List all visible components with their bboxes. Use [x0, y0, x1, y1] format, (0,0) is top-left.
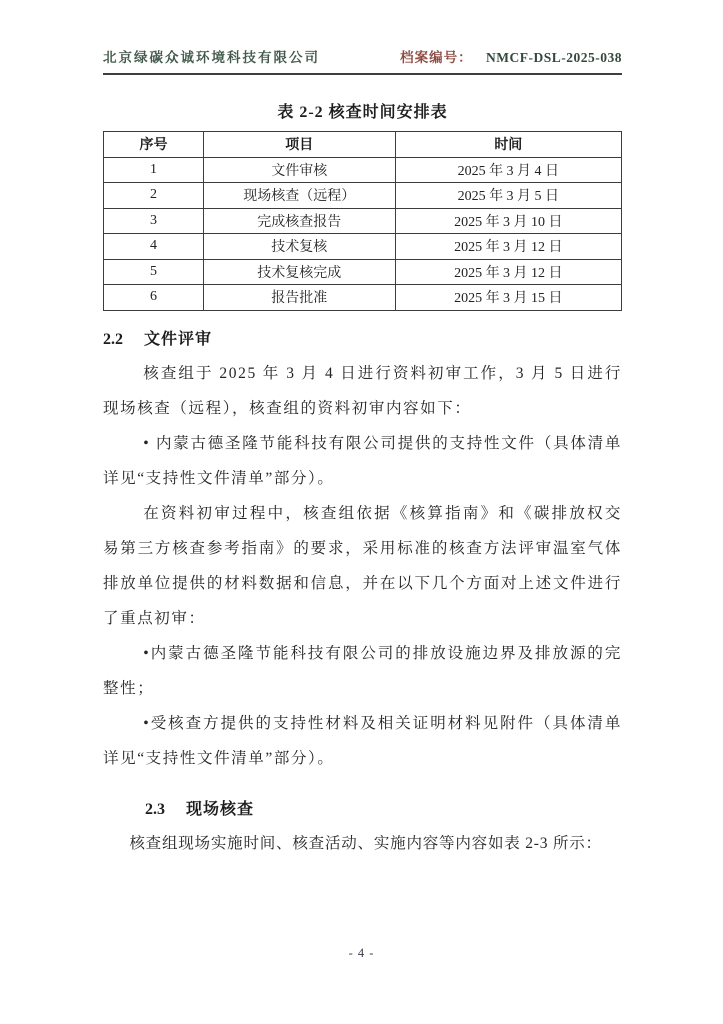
section-number: 2.3: [145, 800, 165, 818]
cell-no: 2: [104, 183, 204, 209]
cell-item: 现场核查（远程）: [203, 183, 395, 209]
section-title: 文件评审: [144, 330, 213, 348]
cell-time: 2025 年 3 月 4 日: [395, 157, 621, 183]
cell-no: 6: [104, 285, 204, 311]
cell-time: 2025 年 3 月 10 日: [395, 208, 621, 234]
table-row: [104, 259, 622, 285]
column-header-no: 序号: [104, 132, 204, 158]
schedule-table: [103, 131, 622, 311]
cell-no: 5: [104, 259, 204, 285]
paragraph-intro: 核查组于 2025 年 3 月 4 日进行资料初审工作，3 月 5 日进行现场核查（远程），核查组的资料初审内容如下：: [103, 364, 622, 417]
cell-time: 2025 年 3 月 12 日: [395, 259, 621, 285]
table-header-row: [104, 132, 622, 158]
cell-time: 2025 年 3 月 15 日: [395, 285, 621, 311]
cell-item: 完成核查报告: [203, 208, 395, 234]
section-title: 现场核查: [186, 800, 255, 818]
archive-number: NMCF-DSL-2025-038: [486, 50, 622, 65]
table-row: [104, 208, 622, 234]
cell-time: 2025 年 3 月 12 日: [395, 234, 621, 260]
page-header: [103, 46, 622, 75]
archive-label: 档案编号：: [400, 50, 473, 65]
cell-item: 文件审核: [203, 157, 395, 183]
cell-no: 3: [104, 208, 204, 234]
table-row: [104, 157, 622, 183]
cell-item: 报告批准: [203, 285, 395, 311]
bullet-item: • 内蒙古德圣隆节能科技有限公司提供的支持性文件（具体清单详见“支持性文件清单”部分）。: [103, 434, 622, 487]
bullet-item: •内蒙古德圣隆节能科技有限公司的排放设施边界及排放源的完整性；: [103, 644, 622, 697]
company-name: 北京绿碳众诚环境科技有限公司: [103, 50, 320, 65]
cell-no: 4: [104, 234, 204, 260]
cell-time: 2025 年 3 月 5 日: [395, 183, 621, 209]
bullet-item: •受核查方提供的支持性材料及相关证明材料见附件（具体清单详见“支持性文件清单”部分）。: [103, 714, 622, 767]
section-heading-2-2: [103, 324, 622, 356]
paragraph-onsite: 核查组现场实施时间、核查活动、实施内容等内容如表 2-3 所示：: [129, 834, 602, 852]
section-number: 2.2: [103, 330, 123, 348]
column-header-time: 时间: [395, 132, 621, 158]
table-row: [104, 285, 622, 311]
table-caption: 表 2-2 核查时间安排表: [277, 104, 448, 121]
section-heading-2-3: [103, 794, 622, 826]
cell-item: 技术复核完成: [203, 259, 395, 285]
column-header-item: 项目: [203, 132, 395, 158]
page-number: - 4 -: [348, 946, 375, 960]
table-row: [104, 183, 622, 209]
cell-no: 1: [104, 157, 204, 183]
cell-item: 技术复核: [203, 234, 395, 260]
archive-field: [400, 46, 622, 66]
table-row: [104, 234, 622, 260]
paragraph-process: 在资料初审过程中，核查组依据《核算指南》和《碳排放权交易第三方核查参考指南》的要求，采用标准的核查方法评审温室气体排放单位提供的材料数据和信息，并在以下几个方面对上述文件进行了重点初审：: [103, 504, 622, 627]
